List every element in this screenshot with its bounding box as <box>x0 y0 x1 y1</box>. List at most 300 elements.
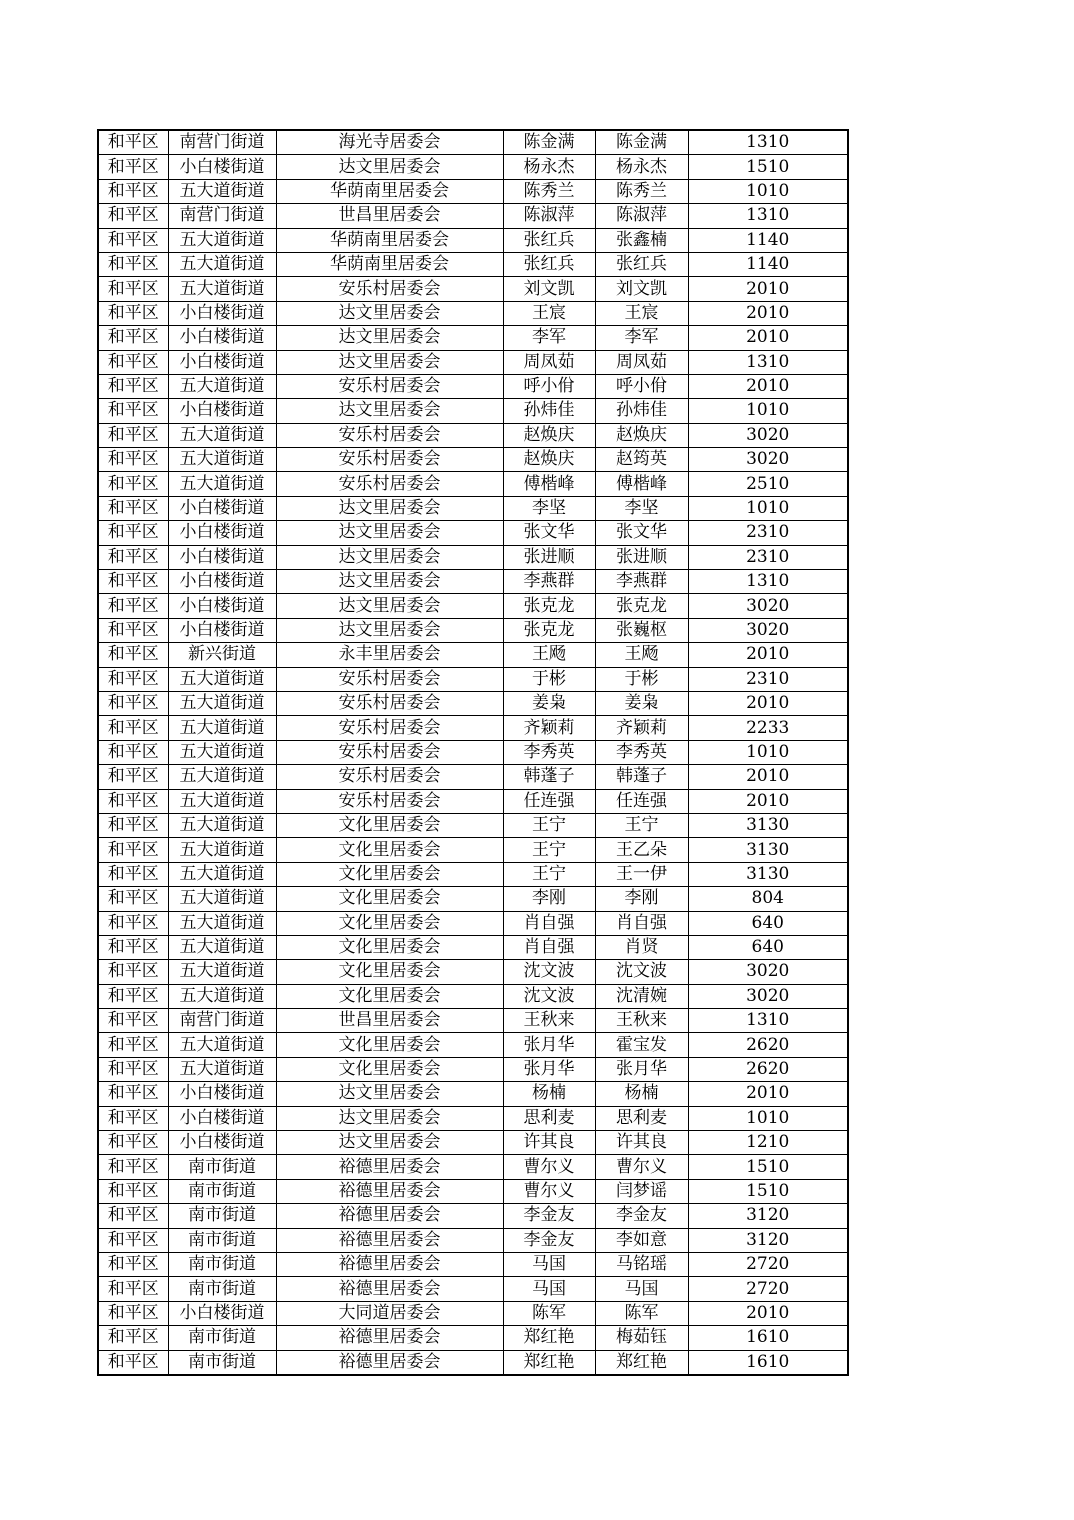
street-cell: 五大道街道 <box>168 1057 276 1081</box>
committee-cell: 安乐村居委会 <box>276 277 503 301</box>
member-cell: 马国 <box>595 1277 688 1301</box>
household-head-cell: 沈文波 <box>503 984 595 1008</box>
amount-cell: 2010 <box>688 1301 848 1325</box>
table-row <box>98 1301 848 1325</box>
amount-cell: 3020 <box>688 594 848 618</box>
table-row <box>98 570 848 594</box>
district-cell: 和平区 <box>98 570 168 594</box>
district-cell: 和平区 <box>98 887 168 911</box>
household-head-cell: 沈文波 <box>503 960 595 984</box>
amount-cell: 1310 <box>688 130 848 155</box>
district-cell: 和平区 <box>98 179 168 203</box>
district-cell: 和平区 <box>98 155 168 179</box>
household-head-cell: 呼小佾 <box>503 374 595 398</box>
member-cell: 陈金满 <box>595 130 688 155</box>
district-cell: 和平区 <box>98 1033 168 1057</box>
street-cell: 五大道街道 <box>168 277 276 301</box>
household-head-cell: 王秋来 <box>503 1009 595 1033</box>
household-head-cell: 杨楠 <box>503 1082 595 1106</box>
household-head-cell: 肖自强 <box>503 911 595 935</box>
table-row <box>98 1204 848 1228</box>
street-cell: 五大道街道 <box>168 960 276 984</box>
member-cell: 肖贤 <box>595 935 688 959</box>
table-row <box>98 521 848 545</box>
street-cell: 南营门街道 <box>168 204 276 228</box>
district-cell: 和平区 <box>98 326 168 350</box>
committee-cell: 裕德里居委会 <box>276 1326 503 1350</box>
household-head-cell: 孙炜佳 <box>503 399 595 423</box>
amount-cell: 3130 <box>688 838 848 862</box>
committee-cell: 达文里居委会 <box>276 618 503 642</box>
district-cell: 和平区 <box>98 594 168 618</box>
district-cell: 和平区 <box>98 935 168 959</box>
district-cell: 和平区 <box>98 1301 168 1325</box>
member-cell: 马铭瑶 <box>595 1252 688 1276</box>
committee-cell: 文化里居委会 <box>276 984 503 1008</box>
household-head-cell: 郑红艳 <box>503 1350 595 1375</box>
household-head-cell: 马国 <box>503 1277 595 1301</box>
district-cell: 和平区 <box>98 691 168 715</box>
street-cell: 小白楼街道 <box>168 350 276 374</box>
household-head-cell: 李金友 <box>503 1204 595 1228</box>
amount-cell: 3020 <box>688 423 848 447</box>
amount-cell: 1010 <box>688 740 848 764</box>
household-head-cell: 郑红艳 <box>503 1326 595 1350</box>
member-cell: 李秀英 <box>595 740 688 764</box>
table-row <box>98 204 848 228</box>
amount-cell: 2010 <box>688 765 848 789</box>
street-cell: 小白楼街道 <box>168 301 276 325</box>
member-cell: 王宸 <box>595 301 688 325</box>
amount-cell: 3120 <box>688 1228 848 1252</box>
district-cell: 和平区 <box>98 911 168 935</box>
committee-cell: 达文里居委会 <box>276 155 503 179</box>
district-cell: 和平区 <box>98 740 168 764</box>
member-cell: 思利麦 <box>595 1106 688 1130</box>
committee-cell: 裕德里居委会 <box>276 1155 503 1179</box>
table-row <box>98 960 848 984</box>
table-row <box>98 496 848 520</box>
street-cell: 南市街道 <box>168 1155 276 1179</box>
district-cell: 和平区 <box>98 496 168 520</box>
table-row <box>98 277 848 301</box>
member-cell: 张月华 <box>595 1057 688 1081</box>
member-cell: 张红兵 <box>595 252 688 276</box>
district-cell: 和平区 <box>98 1252 168 1276</box>
member-cell: 齐颖莉 <box>595 716 688 740</box>
amount-cell: 2010 <box>688 643 848 667</box>
member-cell: 陈秀兰 <box>595 179 688 203</box>
district-cell: 和平区 <box>98 1057 168 1081</box>
household-head-cell: 张红兵 <box>503 228 595 252</box>
table-row <box>98 1228 848 1252</box>
table-row <box>98 1326 848 1350</box>
district-cell: 和平区 <box>98 1179 168 1203</box>
member-cell: 李军 <box>595 326 688 350</box>
street-cell: 五大道街道 <box>168 228 276 252</box>
table-row <box>98 228 848 252</box>
district-cell: 和平区 <box>98 1082 168 1106</box>
street-cell: 小白楼街道 <box>168 594 276 618</box>
member-cell: 李燕群 <box>595 570 688 594</box>
amount-cell: 2010 <box>688 326 848 350</box>
district-cell: 和平区 <box>98 765 168 789</box>
table-row <box>98 545 848 569</box>
street-cell: 五大道街道 <box>168 887 276 911</box>
member-cell: 许其良 <box>595 1131 688 1155</box>
table-row <box>98 887 848 911</box>
street-cell: 小白楼街道 <box>168 1301 276 1325</box>
household-head-cell: 赵焕庆 <box>503 448 595 472</box>
member-cell: 李如意 <box>595 1228 688 1252</box>
street-cell: 五大道街道 <box>168 716 276 740</box>
table-row <box>98 1155 848 1179</box>
amount-cell: 2720 <box>688 1277 848 1301</box>
household-head-cell: 张月华 <box>503 1033 595 1057</box>
district-cell: 和平区 <box>98 1204 168 1228</box>
household-head-cell: 王宁 <box>503 862 595 886</box>
table-row <box>98 350 848 374</box>
committee-cell: 文化里居委会 <box>276 960 503 984</box>
committee-cell: 安乐村居委会 <box>276 691 503 715</box>
table-row <box>98 252 848 276</box>
member-cell: 杨永杰 <box>595 155 688 179</box>
household-head-cell: 陈金满 <box>503 130 595 155</box>
table-row <box>98 179 848 203</box>
member-cell: 杨楠 <box>595 1082 688 1106</box>
street-cell: 五大道街道 <box>168 813 276 837</box>
household-head-cell: 张红兵 <box>503 252 595 276</box>
member-cell: 王宁 <box>595 813 688 837</box>
committee-cell: 安乐村居委会 <box>276 472 503 496</box>
amount-cell: 2310 <box>688 667 848 691</box>
amount-cell: 2010 <box>688 789 848 813</box>
street-cell: 五大道街道 <box>168 911 276 935</box>
household-head-cell: 张文华 <box>503 521 595 545</box>
committee-cell: 达文里居委会 <box>276 399 503 423</box>
committee-cell: 达文里居委会 <box>276 545 503 569</box>
street-cell: 小白楼街道 <box>168 1131 276 1155</box>
street-cell: 五大道街道 <box>168 179 276 203</box>
member-cell: 傅楷峰 <box>595 472 688 496</box>
amount-cell: 2720 <box>688 1252 848 1276</box>
committee-cell: 华荫南里居委会 <box>276 179 503 203</box>
table-row <box>98 1106 848 1130</box>
district-cell: 和平区 <box>98 545 168 569</box>
street-cell: 小白楼街道 <box>168 545 276 569</box>
table-row <box>98 1277 848 1301</box>
household-head-cell: 陈秀兰 <box>503 179 595 203</box>
committee-cell: 达文里居委会 <box>276 301 503 325</box>
table-row <box>98 935 848 959</box>
district-cell: 和平区 <box>98 789 168 813</box>
table-row <box>98 716 848 740</box>
household-head-cell: 肖自强 <box>503 935 595 959</box>
table-row <box>98 1179 848 1203</box>
street-cell: 小白楼街道 <box>168 326 276 350</box>
district-cell: 和平区 <box>98 643 168 667</box>
district-cell: 和平区 <box>98 399 168 423</box>
committee-cell: 裕德里居委会 <box>276 1228 503 1252</box>
committee-cell: 达文里居委会 <box>276 1082 503 1106</box>
committee-cell: 裕德里居委会 <box>276 1350 503 1375</box>
member-cell: 张巍枢 <box>595 618 688 642</box>
member-cell: 孙炜佳 <box>595 399 688 423</box>
household-head-cell: 刘文凯 <box>503 277 595 301</box>
amount-cell: 640 <box>688 935 848 959</box>
amount-cell: 1140 <box>688 252 848 276</box>
household-head-cell: 马国 <box>503 1252 595 1276</box>
street-cell: 南市街道 <box>168 1204 276 1228</box>
household-head-cell: 陈淑萍 <box>503 204 595 228</box>
amount-cell: 1010 <box>688 179 848 203</box>
member-cell: 张克龙 <box>595 594 688 618</box>
district-cell: 和平区 <box>98 130 168 155</box>
committee-cell: 达文里居委会 <box>276 1106 503 1130</box>
table-row <box>98 984 848 1008</box>
table-row <box>98 472 848 496</box>
household-head-cell: 李秀英 <box>503 740 595 764</box>
district-cell: 和平区 <box>98 862 168 886</box>
table-row <box>98 1350 848 1375</box>
household-head-cell: 李刚 <box>503 887 595 911</box>
street-cell: 小白楼街道 <box>168 570 276 594</box>
street-cell: 小白楼街道 <box>168 1082 276 1106</box>
table-row <box>98 1009 848 1033</box>
amount-cell: 1610 <box>688 1350 848 1375</box>
household-head-cell: 王宸 <box>503 301 595 325</box>
table-row <box>98 130 848 155</box>
member-cell: 赵焕庆 <box>595 423 688 447</box>
amount-cell: 2233 <box>688 716 848 740</box>
amount-cell: 1510 <box>688 1179 848 1203</box>
district-cell: 和平区 <box>98 521 168 545</box>
district-cell: 和平区 <box>98 618 168 642</box>
district-cell: 和平区 <box>98 472 168 496</box>
member-cell: 李坚 <box>595 496 688 520</box>
member-cell: 韩蓬子 <box>595 765 688 789</box>
amount-cell: 3020 <box>688 618 848 642</box>
member-cell: 张进顺 <box>595 545 688 569</box>
household-head-cell: 王宁 <box>503 838 595 862</box>
amount-cell: 3130 <box>688 862 848 886</box>
household-head-cell: 思利麦 <box>503 1106 595 1130</box>
district-cell: 和平区 <box>98 838 168 862</box>
committee-cell: 华荫南里居委会 <box>276 252 503 276</box>
committee-cell: 安乐村居委会 <box>276 423 503 447</box>
table-body <box>98 130 848 1375</box>
committee-cell: 文化里居委会 <box>276 813 503 837</box>
street-cell: 五大道街道 <box>168 252 276 276</box>
street-cell: 五大道街道 <box>168 448 276 472</box>
street-cell: 南市街道 <box>168 1326 276 1350</box>
committee-cell: 文化里居委会 <box>276 911 503 935</box>
district-cell: 和平区 <box>98 716 168 740</box>
member-cell: 于彬 <box>595 667 688 691</box>
district-cell: 和平区 <box>98 1009 168 1033</box>
household-head-cell: 张克龙 <box>503 618 595 642</box>
amount-cell: 2010 <box>688 1082 848 1106</box>
table-row <box>98 740 848 764</box>
household-head-cell: 杨永杰 <box>503 155 595 179</box>
member-cell: 李刚 <box>595 887 688 911</box>
committee-cell: 裕德里居委会 <box>276 1204 503 1228</box>
street-cell: 五大道街道 <box>168 984 276 1008</box>
member-cell: 梅茹钰 <box>595 1326 688 1350</box>
member-cell: 霍宝发 <box>595 1033 688 1057</box>
household-head-cell: 王宁 <box>503 813 595 837</box>
committee-cell: 永丰里居委会 <box>276 643 503 667</box>
street-cell: 五大道街道 <box>168 765 276 789</box>
committee-cell: 世昌里居委会 <box>276 1009 503 1033</box>
member-cell: 王飏 <box>595 643 688 667</box>
district-cell: 和平区 <box>98 1326 168 1350</box>
amount-cell: 1310 <box>688 1009 848 1033</box>
data-table <box>97 129 849 1376</box>
member-cell: 呼小佾 <box>595 374 688 398</box>
street-cell: 新兴街道 <box>168 643 276 667</box>
amount-cell: 2310 <box>688 545 848 569</box>
district-cell: 和平区 <box>98 228 168 252</box>
street-cell: 五大道街道 <box>168 1033 276 1057</box>
household-head-cell: 张进顺 <box>503 545 595 569</box>
street-cell: 南营门街道 <box>168 130 276 155</box>
amount-cell: 2010 <box>688 374 848 398</box>
table-row <box>98 911 848 935</box>
street-cell: 小白楼街道 <box>168 155 276 179</box>
district-cell: 和平区 <box>98 960 168 984</box>
district-cell: 和平区 <box>98 1350 168 1375</box>
table-row <box>98 326 848 350</box>
amount-cell: 804 <box>688 887 848 911</box>
member-cell: 李金友 <box>595 1204 688 1228</box>
district-cell: 和平区 <box>98 350 168 374</box>
amount-cell: 1010 <box>688 496 848 520</box>
street-cell: 小白楼街道 <box>168 521 276 545</box>
amount-cell: 1010 <box>688 399 848 423</box>
committee-cell: 达文里居委会 <box>276 326 503 350</box>
household-head-cell: 陈军 <box>503 1301 595 1325</box>
street-cell: 南市街道 <box>168 1350 276 1375</box>
committee-cell: 裕德里居委会 <box>276 1252 503 1276</box>
household-head-cell: 姜枭 <box>503 691 595 715</box>
member-cell: 姜枭 <box>595 691 688 715</box>
committee-cell: 文化里居委会 <box>276 862 503 886</box>
amount-cell: 2010 <box>688 277 848 301</box>
member-cell: 刘文凯 <box>595 277 688 301</box>
table-row <box>98 643 848 667</box>
district-cell: 和平区 <box>98 1277 168 1301</box>
table-row <box>98 155 848 179</box>
committee-cell: 达文里居委会 <box>276 1131 503 1155</box>
household-head-cell: 曹尔义 <box>503 1155 595 1179</box>
amount-cell: 1310 <box>688 570 848 594</box>
committee-cell: 文化里居委会 <box>276 838 503 862</box>
table-row <box>98 374 848 398</box>
street-cell: 五大道街道 <box>168 789 276 813</box>
district-cell: 和平区 <box>98 301 168 325</box>
committee-cell: 安乐村居委会 <box>276 740 503 764</box>
committee-cell: 世昌里居委会 <box>276 204 503 228</box>
member-cell: 赵筠英 <box>595 448 688 472</box>
household-head-cell: 李燕群 <box>503 570 595 594</box>
table-row <box>98 838 848 862</box>
household-head-cell: 张克龙 <box>503 594 595 618</box>
committee-cell: 达文里居委会 <box>276 521 503 545</box>
table-row <box>98 423 848 447</box>
district-cell: 和平区 <box>98 1131 168 1155</box>
amount-cell: 1610 <box>688 1326 848 1350</box>
street-cell: 南市街道 <box>168 1277 276 1301</box>
amount-cell: 1510 <box>688 155 848 179</box>
amount-cell: 1010 <box>688 1106 848 1130</box>
street-cell: 小白楼街道 <box>168 1106 276 1130</box>
member-cell: 张鑫楠 <box>595 228 688 252</box>
table-row <box>98 1082 848 1106</box>
committee-cell: 文化里居委会 <box>276 935 503 959</box>
committee-cell: 海光寺居委会 <box>276 130 503 155</box>
district-cell: 和平区 <box>98 204 168 228</box>
committee-cell: 安乐村居委会 <box>276 374 503 398</box>
household-head-cell: 李金友 <box>503 1228 595 1252</box>
district-cell: 和平区 <box>98 423 168 447</box>
table-row <box>98 1057 848 1081</box>
table-row <box>98 594 848 618</box>
street-cell: 五大道街道 <box>168 862 276 886</box>
amount-cell: 3020 <box>688 960 848 984</box>
street-cell: 五大道街道 <box>168 740 276 764</box>
district-cell: 和平区 <box>98 813 168 837</box>
street-cell: 小白楼街道 <box>168 399 276 423</box>
district-cell: 和平区 <box>98 448 168 472</box>
amount-cell: 3120 <box>688 1204 848 1228</box>
household-head-cell: 周凤茹 <box>503 350 595 374</box>
member-cell: 肖自强 <box>595 911 688 935</box>
table-row <box>98 399 848 423</box>
committee-cell: 文化里居委会 <box>276 1057 503 1081</box>
household-head-cell: 傅楷峰 <box>503 472 595 496</box>
member-cell: 郑红艳 <box>595 1350 688 1375</box>
amount-cell: 3020 <box>688 984 848 1008</box>
street-cell: 小白楼街道 <box>168 496 276 520</box>
table-row <box>98 1033 848 1057</box>
amount-cell: 2510 <box>688 472 848 496</box>
committee-cell: 华荫南里居委会 <box>276 228 503 252</box>
household-head-cell: 张月华 <box>503 1057 595 1081</box>
street-cell: 五大道街道 <box>168 472 276 496</box>
amount-cell: 1310 <box>688 350 848 374</box>
district-cell: 和平区 <box>98 984 168 1008</box>
amount-cell: 640 <box>688 911 848 935</box>
committee-cell: 裕德里居委会 <box>276 1179 503 1203</box>
amount-cell: 3130 <box>688 813 848 837</box>
table-row <box>98 1252 848 1276</box>
table-row <box>98 765 848 789</box>
amount-cell: 1210 <box>688 1131 848 1155</box>
street-cell: 五大道街道 <box>168 374 276 398</box>
committee-cell: 安乐村居委会 <box>276 667 503 691</box>
amount-cell: 3020 <box>688 448 848 472</box>
committee-cell: 安乐村居委会 <box>276 448 503 472</box>
member-cell: 闫梦谣 <box>595 1179 688 1203</box>
committee-cell: 裕德里居委会 <box>276 1277 503 1301</box>
amount-cell: 2010 <box>688 301 848 325</box>
street-cell: 南市街道 <box>168 1228 276 1252</box>
committee-cell: 达文里居委会 <box>276 570 503 594</box>
street-cell: 五大道街道 <box>168 423 276 447</box>
amount-cell: 1310 <box>688 204 848 228</box>
table-row <box>98 1131 848 1155</box>
